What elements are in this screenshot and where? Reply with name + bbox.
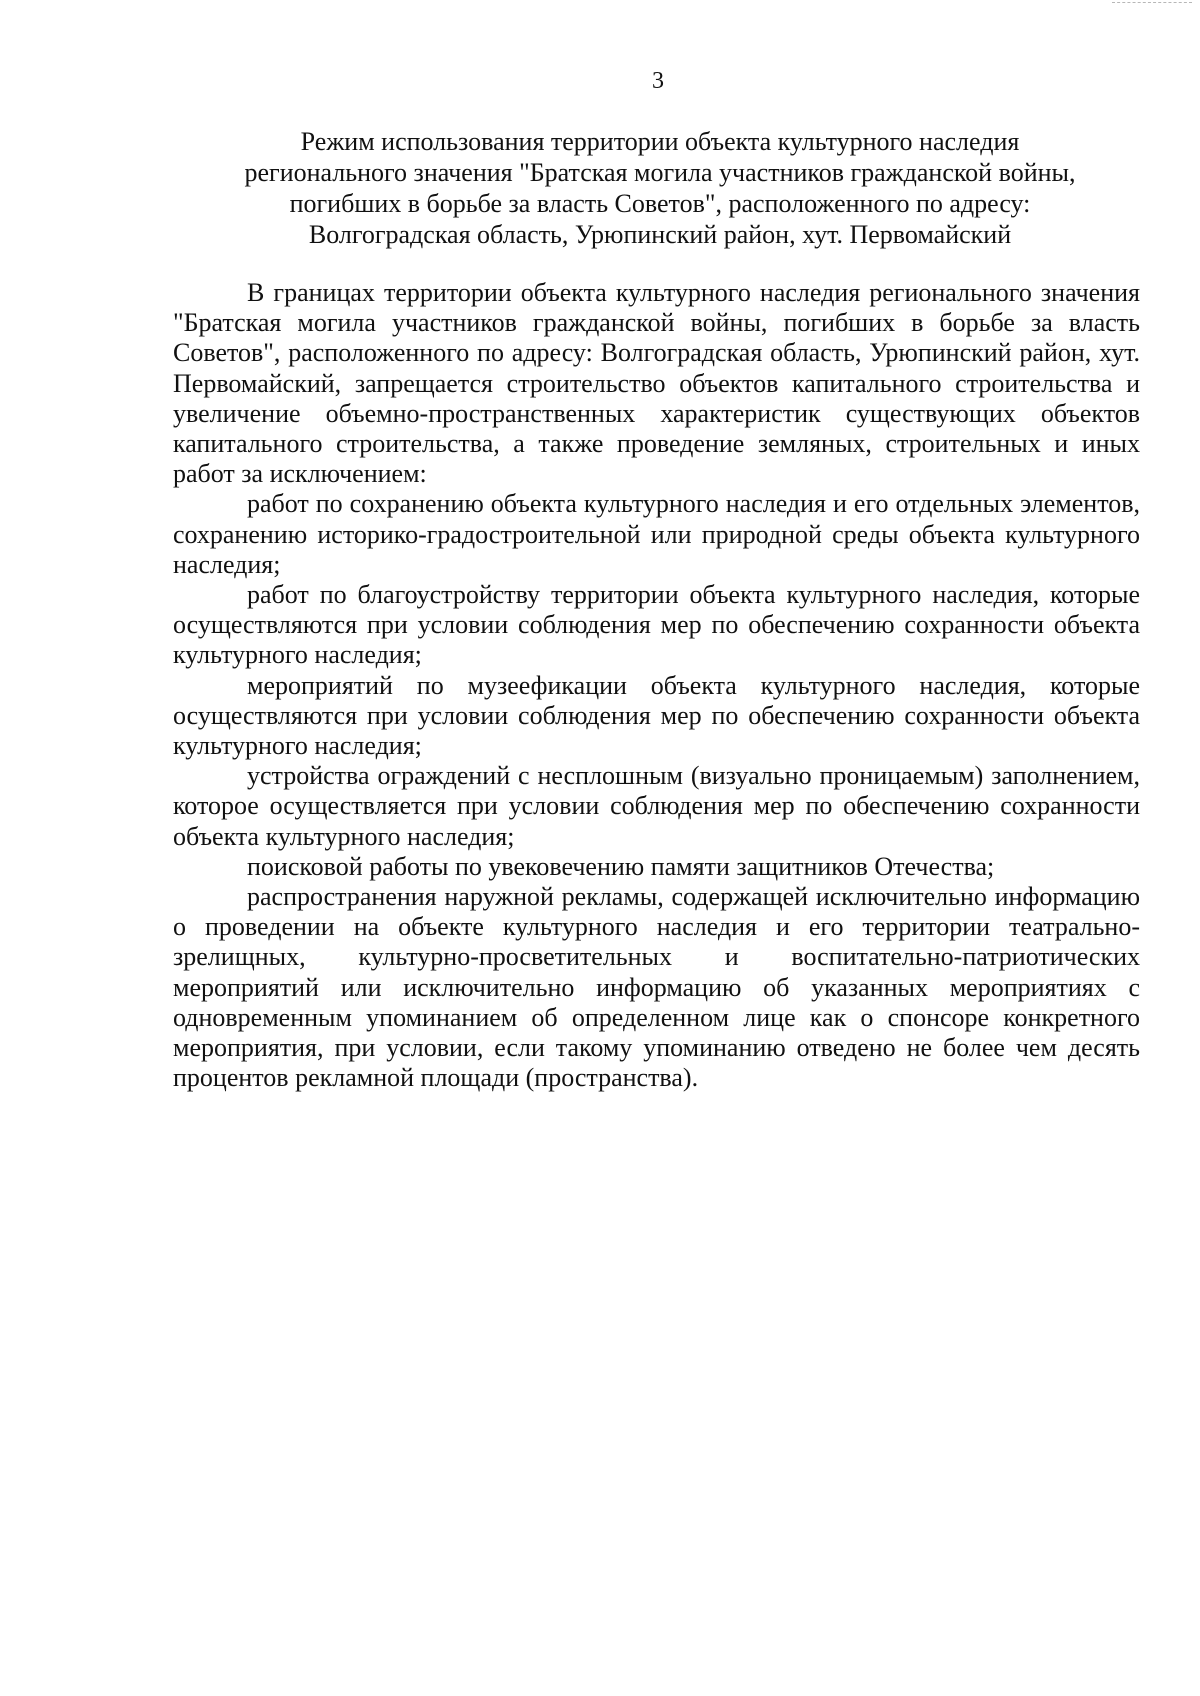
paragraph-exception-preservation: работ по сохранению объекта культурного наследия и его отдельных элементов, сохранению историко-градостроительной или природной среды объекта культурного наследия; (173, 489, 1140, 579)
scan-artifact (1112, 2, 1192, 7)
title-line: Волгоградская область, Урюпинский район, хут. Первомайский (308, 220, 1012, 249)
title-line: регионального значения "Братская могила участников гражданской войны, (244, 158, 1076, 187)
title-line: Режим использования территории объекта культурного наследия (300, 127, 1020, 156)
paragraph-intro: В границах территории объекта культурного наследия регионального значения "Братская могила участников гражданской войны, погибших в борьбе за власть Советов", расположенного по адресу: Волгоградская область, Урюпинский район, хут. Первомайский, запрещается строительство объектов капитального строительства и увеличение объемно-пространственных характеристик существующих объектов капитального строительства, а также проведение земляных, строительных и иных работ за исключением: (173, 278, 1140, 489)
document-title (160, 126, 1160, 250)
title-line: погибших в борьбе за власть Советов", расположенного по адресу: (289, 189, 1031, 218)
paragraph-exception-advertising: распространения наружной рекламы, содержащей исключительно информацию о проведении на объекте культурного наследия и его территории театрально-зрелищных, культурно-просветительных и воспитательно-патриотических мероприятий или исключительно информацию об указанных мероприятиях с одновременным упоминанием об определенном лице как о спонсоре конкретного мероприятия, при условии, если такому упоминанию отведено не более чем десять процентов рекламной площади (пространства). (173, 882, 1140, 1093)
paragraph-exception-search-work: поисковой работы по увековечению памяти защитников Отечества; (247, 851, 995, 881)
paragraph-exception-fencing: устройства ограждений с несплошным (визуально проницаемым) заполнением, которое осуществляется при условии соблюдения мер по обеспечению сохранности объекта культурного наследия; (173, 761, 1140, 851)
paragraph-exception-museumification: мероприятий по музеефикации объекта культурного наследия, которые осуществляются при условии соблюдения мер по обеспечению сохранности объекта культурного наследия; (173, 670, 1140, 761)
document-body (173, 278, 1140, 1093)
page-number: 3 (652, 68, 664, 94)
paragraph-exception-landscaping: работ по благоустройству территории объекта культурного наследия, которые осуществляются при условии соблюдения мер по обеспечению сохранности объекта культурного наследия; (173, 580, 1140, 670)
